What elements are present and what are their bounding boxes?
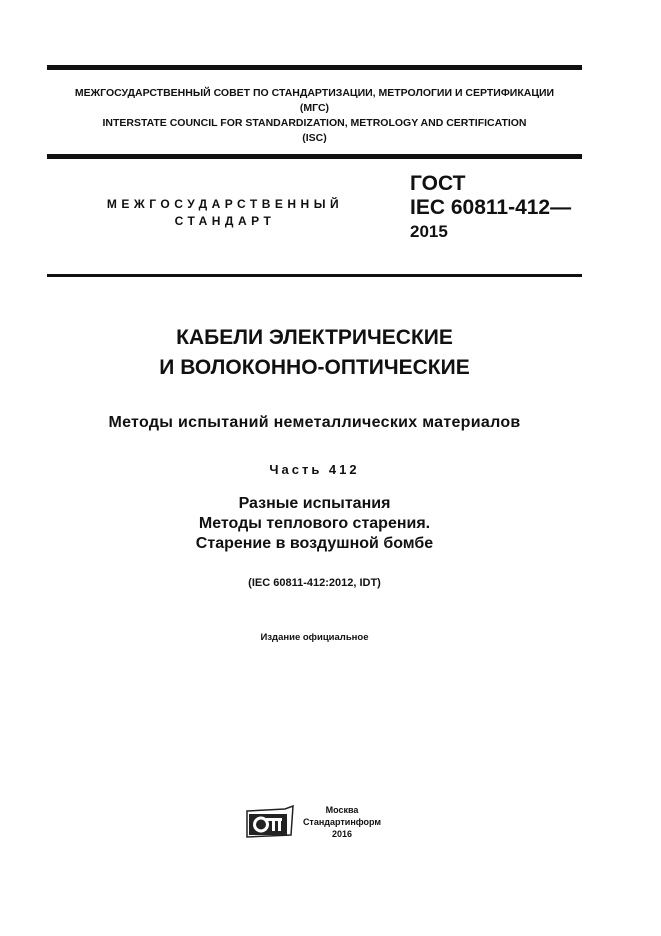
- publisher-year: 2016: [331, 829, 353, 839]
- council-en: INTERSTATE COUNCIL FOR STANDARDIZATION, METROLOGY AND CERTIFICATION: [102, 117, 527, 129]
- publisher: [297, 804, 387, 840]
- publisher-name: Стандартинформ: [302, 817, 382, 827]
- edition: Издание официальное: [260, 632, 369, 643]
- council-en-abbr: (ISC): [302, 132, 327, 144]
- title-line2: И ВОЛОКОННО-ОПТИЧЕСКИЕ: [159, 356, 470, 379]
- part-title-line3: Старение в воздушной бомбе: [195, 535, 434, 552]
- standard-type: [90, 196, 360, 230]
- equivalence: (IEC 60811-412:2012, IDT): [248, 577, 381, 589]
- standard-type-line2: СТАНДАРТ: [174, 214, 276, 228]
- header-rule: [47, 154, 582, 159]
- publisher-city: Москва: [325, 805, 359, 815]
- document-title: [47, 323, 582, 383]
- part-title-line1: Разные испытания: [238, 495, 391, 512]
- council-ru-abbr: (МГС): [299, 102, 330, 114]
- part-title: [47, 494, 582, 554]
- top-rule: [47, 65, 582, 70]
- designation-rule: [47, 274, 582, 277]
- council-header: [47, 86, 582, 146]
- gost-label: ГОСТ: [410, 172, 466, 195]
- standard-year: 2015: [410, 222, 448, 241]
- designation: [410, 172, 571, 244]
- standard-number: IEC 60811-412—: [410, 196, 572, 219]
- subtitle: Методы испытаний неметаллических материалов: [108, 414, 521, 431]
- title-line1: КАБЕЛИ ЭЛЕКТРИЧЕСКИЕ: [176, 326, 453, 349]
- part-title-line2: Методы теплового старения.: [198, 515, 431, 532]
- standartinform-logo-icon: [245, 805, 295, 839]
- council-ru: МЕЖГОСУДАРСТВЕННЫЙ СОВЕТ ПО СТАНДАРТИЗАЦИИ, МЕТРОЛОГИИ И СЕРТИФИКАЦИИ: [74, 87, 555, 99]
- standard-type-line1: МЕЖГОСУДАРСТВЕННЫЙ: [106, 197, 344, 211]
- part-number: Часть 412: [269, 462, 360, 477]
